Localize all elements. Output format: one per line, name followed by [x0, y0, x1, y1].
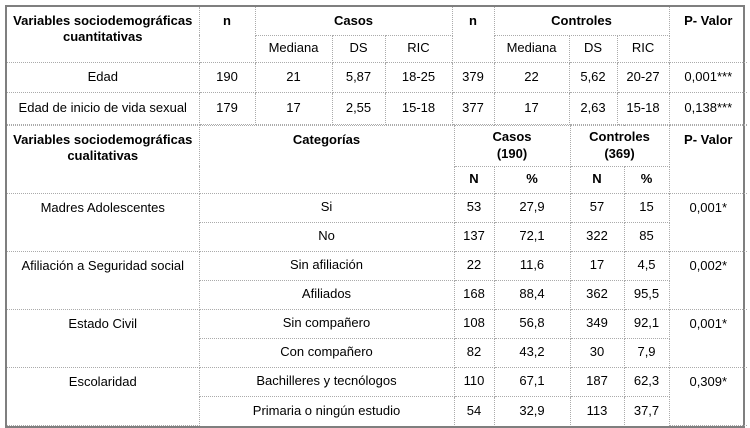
- n-cell: 108: [454, 309, 494, 338]
- sociodemographic-table: [5, 5, 745, 428]
- qual-controles-label: Controles: [589, 129, 650, 145]
- n-cell: 110: [454, 367, 494, 396]
- p-value-cell: 0,138***: [669, 92, 747, 124]
- pct-cell: 7,9: [624, 338, 669, 367]
- variable-cell: Afiliación a Seguridad social: [7, 251, 199, 309]
- pct-cell: 72,1: [494, 222, 570, 251]
- p-value-cell: 0,001***: [669, 62, 747, 92]
- n-cell: 22: [454, 251, 494, 280]
- qual-casos-label: Casos: [492, 129, 532, 145]
- quant-variables-header: Variables sociodemográficas cuantitativas: [7, 7, 199, 62]
- quant-controles-mediana-header: Mediana: [494, 35, 569, 62]
- quant-controles-ric-header: RIC: [617, 35, 669, 62]
- qual-controles-n-header: N: [570, 166, 624, 193]
- pct-cell: 15: [624, 193, 669, 222]
- quant-controles-header: Controles: [494, 7, 669, 35]
- mediana-cell: 22: [494, 62, 569, 92]
- category-cell: Bachilleres y tecnólogos: [199, 367, 454, 396]
- variable-cell: Edad: [7, 62, 199, 92]
- pct-cell: 62,3: [624, 367, 669, 396]
- table-row: [7, 309, 747, 338]
- ds-cell: 5,62: [569, 62, 617, 92]
- qual-controles-header: [570, 125, 669, 166]
- n-cell: 30: [570, 338, 624, 367]
- quantitative-variables-table: [7, 7, 747, 125]
- mediana-cell: 17: [494, 92, 569, 124]
- mediana-cell: 21: [255, 62, 332, 92]
- qual-casos-pct-header: %: [494, 166, 570, 193]
- n-cell: 17: [570, 251, 624, 280]
- n-cell: 137: [454, 222, 494, 251]
- qual-pvalor-header: P- Valor: [669, 125, 747, 193]
- n-cell: 113: [570, 396, 624, 425]
- pct-cell: 88,4: [494, 280, 570, 309]
- pct-cell: 4,5: [624, 251, 669, 280]
- pct-cell: 67,1: [494, 367, 570, 396]
- quant-n-controles-header: n: [452, 7, 494, 62]
- n-cell: 322: [570, 222, 624, 251]
- table-row: [7, 92, 747, 124]
- quant-casos-mediana-header: Mediana: [255, 35, 332, 62]
- p-value-cell: 0,309*: [669, 367, 747, 425]
- pct-cell: 95,5: [624, 280, 669, 309]
- variable-cell: Estado Civil: [7, 309, 199, 367]
- quant-controles-ds-header: DS: [569, 35, 617, 62]
- pct-cell: 27,9: [494, 193, 570, 222]
- qual-casos-header: [454, 125, 570, 166]
- p-value-cell: 0,001*: [669, 193, 747, 251]
- quant-pvalor-header: P- Valor: [669, 7, 747, 62]
- pct-cell: 11,6: [494, 251, 570, 280]
- pct-cell: 56,8: [494, 309, 570, 338]
- variable-cell: Madres Adolescentes: [7, 193, 199, 251]
- qual-controles-pct-header: %: [624, 166, 669, 193]
- n-cell: 82: [454, 338, 494, 367]
- quant-casos-ric-header: RIC: [385, 35, 452, 62]
- category-cell: Con compañero: [199, 338, 454, 367]
- n-cell: 187: [570, 367, 624, 396]
- qual-controles-count: (369): [604, 145, 635, 161]
- n-cell: 53: [454, 193, 494, 222]
- ric-cell: 18-25: [385, 62, 452, 92]
- p-value-cell: 0,001*: [669, 309, 747, 367]
- ds-cell: 2,55: [332, 92, 385, 124]
- pct-cell: 43,2: [494, 338, 570, 367]
- qual-casos-n-header: N: [454, 166, 494, 193]
- category-cell: Sin compañero: [199, 309, 454, 338]
- mediana-cell: 17: [255, 92, 332, 124]
- n-cell: 377: [452, 92, 494, 124]
- n-cell: 362: [570, 280, 624, 309]
- qual-variables-header: Variables sociodemográficas cualitativas: [7, 125, 199, 193]
- quant-casos-ds-header: DS: [332, 35, 385, 62]
- table-row: [7, 62, 747, 92]
- n-cell: 54: [454, 396, 494, 425]
- n-cell: 168: [454, 280, 494, 309]
- table-row: [7, 193, 747, 222]
- p-value-cell: 0,002*: [669, 251, 747, 309]
- pct-cell: 85: [624, 222, 669, 251]
- n-cell: 349: [570, 309, 624, 338]
- ric-cell: 15-18: [617, 92, 669, 124]
- category-cell: Primaria o ningún estudio: [199, 396, 454, 425]
- variable-cell: Escolaridad: [7, 367, 199, 425]
- pct-cell: 92,1: [624, 309, 669, 338]
- n-cell: 379: [452, 62, 494, 92]
- ric-cell: 20-27: [617, 62, 669, 92]
- category-cell: Afiliados: [199, 280, 454, 309]
- table-row: [7, 367, 747, 396]
- ric-cell: 15-18: [385, 92, 452, 124]
- category-cell: Si: [199, 193, 454, 222]
- ds-cell: 2,63: [569, 92, 617, 124]
- variable-cell: Edad de inicio de vida sexual: [7, 92, 199, 124]
- n-cell: 57: [570, 193, 624, 222]
- table-row: [7, 251, 747, 280]
- pct-cell: 37,7: [624, 396, 669, 425]
- pct-cell: 32,9: [494, 396, 570, 425]
- quant-n-casos-header: n: [199, 7, 255, 62]
- qual-casos-count: (190): [496, 145, 528, 161]
- category-cell: No: [199, 222, 454, 251]
- ds-cell: 5,87: [332, 62, 385, 92]
- category-cell: Sin afiliación: [199, 251, 454, 280]
- qual-categorias-header: Categorías: [199, 125, 454, 193]
- quant-casos-header: Casos: [255, 7, 452, 35]
- n-cell: 190: [199, 62, 255, 92]
- n-cell: 179: [199, 92, 255, 124]
- qualitative-variables-table: [7, 125, 747, 426]
